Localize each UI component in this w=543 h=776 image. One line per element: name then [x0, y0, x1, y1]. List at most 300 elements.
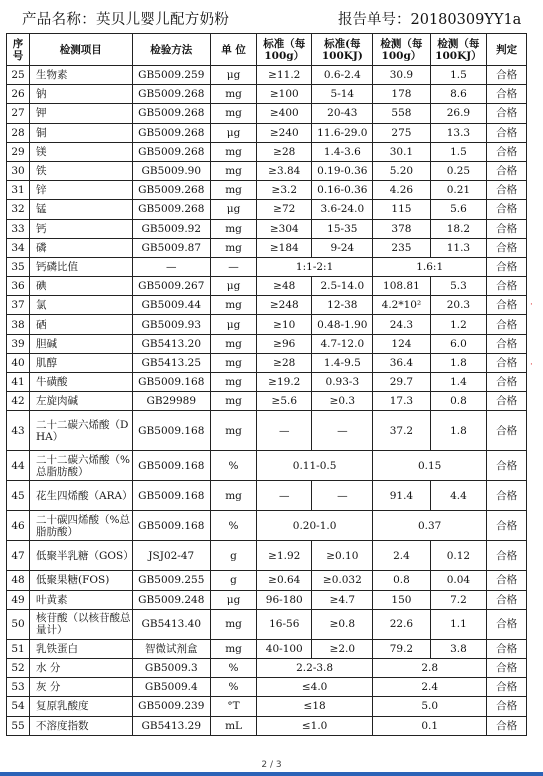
verdict: 合格 — [487, 716, 527, 735]
row-number: 42 — [7, 392, 30, 411]
table-row — [7, 200, 527, 219]
col-header-unit: 单 位 — [211, 34, 257, 66]
table-row — [7, 315, 527, 334]
unit: μg — [211, 590, 257, 609]
verdict: 合格 — [487, 296, 527, 315]
standard-per-100kj: ≥0.032 — [312, 571, 373, 590]
test-item: 硒 — [30, 315, 133, 334]
unit: μg — [211, 315, 257, 334]
test-value: 1.6:1 — [373, 257, 487, 276]
test-method: GB5009.259 — [132, 66, 210, 85]
table-row — [7, 238, 527, 257]
table-row — [7, 481, 527, 511]
standard-per-100kj: 12-38 — [312, 296, 373, 315]
test-per-100g: 79.2 — [373, 639, 431, 658]
test-item: 灰 分 — [30, 678, 133, 697]
standard-per-100kj: ≥2.0 — [312, 639, 373, 658]
standard-per-100g: ≥400 — [257, 104, 312, 123]
table-row — [7, 571, 527, 590]
test-item: 复原乳酸度 — [30, 697, 133, 716]
table-row — [7, 411, 527, 451]
test-per-100kj: 0.25 — [430, 161, 486, 180]
standard-per-100kj: 5-14 — [312, 85, 373, 104]
table-row — [7, 373, 527, 392]
table-row — [7, 353, 527, 372]
test-per-100g: 30.1 — [373, 142, 431, 161]
standard-per-100g: ≥96 — [257, 334, 312, 353]
col-header-std-100kj: 标准(每100KJ) — [312, 34, 373, 66]
test-method: JSJ02-47 — [132, 541, 210, 571]
standard-per-100g: ≥100 — [257, 85, 312, 104]
table-row — [7, 123, 527, 142]
row-number: 31 — [7, 181, 30, 200]
row-number: 37 — [7, 296, 30, 315]
test-item: 不溶度指数 — [30, 716, 133, 735]
table-row — [7, 219, 527, 238]
row-number: 49 — [7, 590, 30, 609]
test-value: 2.8 — [373, 658, 487, 677]
test-method: GB5413.20 — [132, 334, 210, 353]
test-per-100kj: 5.6 — [430, 200, 486, 219]
verdict: 合格 — [487, 104, 527, 123]
test-per-100kj: 26.9 — [430, 104, 486, 123]
table-row — [7, 85, 527, 104]
verdict: 合格 — [487, 257, 527, 276]
unit: % — [211, 678, 257, 697]
table-row — [7, 296, 527, 315]
unit: — — [211, 257, 257, 276]
test-method: GB5009.267 — [132, 277, 210, 296]
verdict: 合格 — [487, 590, 527, 609]
test-method: GB5009.93 — [132, 315, 210, 334]
test-item: 二十二碳六烯酸（DHA） — [30, 411, 133, 451]
row-number: 55 — [7, 716, 30, 735]
unit: μg — [211, 277, 257, 296]
row-number: 38 — [7, 315, 30, 334]
standard-value: 0.11-0.5 — [257, 451, 373, 481]
test-per-100kj: 20.3 — [430, 296, 486, 315]
col-header-verdict: 判定 — [487, 34, 527, 66]
standard-per-100kj: 1.4-9.5 — [312, 353, 373, 372]
test-item: 低聚果糖(FOS) — [30, 571, 133, 590]
verdict: 合格 — [487, 123, 527, 142]
table-row — [7, 541, 527, 571]
test-method: GB5009.168 — [132, 511, 210, 541]
test-method: GB5009.44 — [132, 296, 210, 315]
standard-per-100kj: 3.6-24.0 — [312, 200, 373, 219]
standard-per-100kj: ≥4.7 — [312, 590, 373, 609]
verdict: 合格 — [487, 609, 527, 639]
test-per-100g: 37.2 — [373, 411, 431, 451]
unit: mg — [211, 104, 257, 123]
standard-per-100g: 16-56 — [257, 609, 312, 639]
test-item: 镁 — [30, 142, 133, 161]
bottom-bar — [0, 772, 543, 776]
test-value: 5.0 — [373, 697, 487, 716]
standard-per-100kj: 1.4-3.6 — [312, 142, 373, 161]
row-number: 45 — [7, 481, 30, 511]
table-row — [7, 609, 527, 639]
test-per-100kj: 0.04 — [430, 571, 486, 590]
row-number: 29 — [7, 142, 30, 161]
verdict: 合格 — [487, 181, 527, 200]
standard-per-100g: ≥3.84 — [257, 161, 312, 180]
test-per-100g: 235 — [373, 238, 431, 257]
test-per-100g: 378 — [373, 219, 431, 238]
standard-per-100kj: 4.7-12.0 — [312, 334, 373, 353]
standard-per-100g: ≥304 — [257, 219, 312, 238]
test-per-100g: 4.2*10² — [373, 296, 431, 315]
verdict: 合格 — [487, 161, 527, 180]
unit: % — [211, 511, 257, 541]
stamp-mark: · — [530, 300, 533, 310]
unit: mg — [211, 411, 257, 451]
standard-per-100kj: — — [312, 481, 373, 511]
standard-value: ≤4.0 — [257, 678, 373, 697]
standard-per-100kj: ≥0.3 — [312, 392, 373, 411]
standard-per-100g: ≥28 — [257, 142, 312, 161]
test-per-100g: 108.81 — [373, 277, 431, 296]
verdict: 合格 — [487, 219, 527, 238]
standard-value: ≤1.0 — [257, 716, 373, 735]
unit: mg — [211, 334, 257, 353]
test-item: 钾 — [30, 104, 133, 123]
test-method: GB5413.40 — [132, 609, 210, 639]
test-per-100kj: 1.1 — [430, 609, 486, 639]
test-item: 碘 — [30, 277, 133, 296]
test-method: GB5009.268 — [132, 142, 210, 161]
col-header-test-100kj: 检测（每100KJ） — [430, 34, 486, 66]
unit: μg — [211, 66, 257, 85]
standard-per-100g: ≥72 — [257, 200, 312, 219]
test-results-table — [6, 33, 527, 736]
test-method: GB5009.90 — [132, 161, 210, 180]
verdict: 合格 — [487, 541, 527, 571]
verdict: 合格 — [487, 277, 527, 296]
test-per-100g: 22.6 — [373, 609, 431, 639]
col-header-seq: 序号 — [7, 34, 30, 66]
test-per-100g: 2.4 — [373, 541, 431, 571]
test-item: 花生四烯酸（ARA） — [30, 481, 133, 511]
unit: mg — [211, 85, 257, 104]
row-number: 46 — [7, 511, 30, 541]
standard-per-100kj: 0.16-0.36 — [312, 181, 373, 200]
row-number: 44 — [7, 451, 30, 481]
verdict: 合格 — [487, 678, 527, 697]
row-number: 53 — [7, 678, 30, 697]
table-row — [7, 697, 527, 716]
unit: mg — [211, 161, 257, 180]
table-row — [7, 277, 527, 296]
row-number: 47 — [7, 541, 30, 571]
col-header-item: 检测项目 — [30, 34, 133, 66]
test-per-100kj: 1.8 — [430, 353, 486, 372]
verdict: 合格 — [487, 373, 527, 392]
test-per-100g: 4.26 — [373, 181, 431, 200]
standard-per-100g: — — [257, 411, 312, 451]
unit: mg — [211, 481, 257, 511]
verdict: 合格 — [487, 238, 527, 257]
test-per-100g: 115 — [373, 200, 431, 219]
table-row — [7, 181, 527, 200]
test-method: GB5009.168 — [132, 373, 210, 392]
test-per-100kj: 6.0 — [430, 334, 486, 353]
standard-per-100kj: 0.6-2.4 — [312, 66, 373, 85]
table-row — [7, 590, 527, 609]
test-item: 锌 — [30, 181, 133, 200]
standard-per-100g: ≥1.92 — [257, 541, 312, 571]
standard-value: ≤18 — [257, 697, 373, 716]
test-per-100g: 150 — [373, 590, 431, 609]
test-per-100kj: 1.4 — [430, 373, 486, 392]
test-per-100kj: 0.8 — [430, 392, 486, 411]
unit: % — [211, 451, 257, 481]
test-method: GB5009.268 — [132, 104, 210, 123]
test-item: 生物素 — [30, 66, 133, 85]
unit: mg — [211, 142, 257, 161]
test-value: 2.4 — [373, 678, 487, 697]
test-method: GB29989 — [132, 392, 210, 411]
test-method: GB5413.25 — [132, 353, 210, 372]
table-row — [7, 161, 527, 180]
test-item: 铜 — [30, 123, 133, 142]
test-per-100g: 17.3 — [373, 392, 431, 411]
unit: mg — [211, 609, 257, 639]
standard-value: 1:1-2:1 — [257, 257, 373, 276]
table-row — [7, 104, 527, 123]
verdict: 合格 — [487, 200, 527, 219]
table-row — [7, 142, 527, 161]
test-per-100g: 30.9 — [373, 66, 431, 85]
test-per-100g: 36.4 — [373, 353, 431, 372]
verdict: 合格 — [487, 411, 527, 451]
test-per-100g: 0.8 — [373, 571, 431, 590]
verdict: 合格 — [487, 511, 527, 541]
test-method: GB5009.255 — [132, 571, 210, 590]
test-per-100g: 5.20 — [373, 161, 431, 180]
row-number: 27 — [7, 104, 30, 123]
test-per-100kj: 7.2 — [430, 590, 486, 609]
report-number: 报告单号：20180309YY1a — [338, 12, 522, 28]
unit: mg — [211, 219, 257, 238]
unit: mg — [211, 181, 257, 200]
unit: mg — [211, 238, 257, 257]
test-per-100kj: 0.12 — [430, 541, 486, 571]
test-value: 0.37 — [373, 511, 487, 541]
standard-per-100kj: 0.48-1.90 — [312, 315, 373, 334]
unit: g — [211, 571, 257, 590]
verdict: 合格 — [487, 639, 527, 658]
test-per-100kj: 1.8 — [430, 411, 486, 451]
unit: μg — [211, 123, 257, 142]
row-number: 52 — [7, 658, 30, 677]
row-number: 54 — [7, 697, 30, 716]
standard-per-100kj: ≥0.10 — [312, 541, 373, 571]
test-per-100kj: 1.5 — [430, 66, 486, 85]
product-name: 产品名称：英贝儿婴儿配方奶粉 — [22, 12, 230, 28]
test-per-100g: 275 — [373, 123, 431, 142]
col-header-method: 检验方法 — [132, 34, 210, 66]
verdict: 合格 — [487, 315, 527, 334]
test-item: 锰 — [30, 200, 133, 219]
test-method: — — [132, 257, 210, 276]
test-item: 核苷酸（以核苷酸总量计） — [30, 609, 133, 639]
standard-per-100g: ≥19.2 — [257, 373, 312, 392]
verdict: 合格 — [487, 353, 527, 372]
test-item: 水 分 — [30, 658, 133, 677]
test-item: 二十碳四烯酸（%总脂肪酸） — [30, 511, 133, 541]
test-item: 左旋肉碱 — [30, 392, 133, 411]
verdict: 合格 — [487, 334, 527, 353]
test-item: 钙磷比值 — [30, 257, 133, 276]
table-row — [7, 334, 527, 353]
standard-per-100kj: 11.6-29.0 — [312, 123, 373, 142]
standard-per-100g: 96-180 — [257, 590, 312, 609]
standard-per-100kj: 0.93-3 — [312, 373, 373, 392]
test-method: GB5009.268 — [132, 200, 210, 219]
table-row — [7, 639, 527, 658]
unit: mg — [211, 353, 257, 372]
row-number: 30 — [7, 161, 30, 180]
test-per-100g: 29.7 — [373, 373, 431, 392]
standard-per-100g: ≥248 — [257, 296, 312, 315]
standard-per-100g: 40-100 — [257, 639, 312, 658]
test-method: GB5009.239 — [132, 697, 210, 716]
standard-per-100g: ≥240 — [257, 123, 312, 142]
row-number: 35 — [7, 257, 30, 276]
test-method: 智微试剂盒 — [132, 639, 210, 658]
row-number: 51 — [7, 639, 30, 658]
unit: mg — [211, 296, 257, 315]
test-item: 牛磺酸 — [30, 373, 133, 392]
test-item: 钙 — [30, 219, 133, 238]
verdict: 合格 — [487, 451, 527, 481]
verdict: 合格 — [487, 66, 527, 85]
standard-value: 0.20-1.0 — [257, 511, 373, 541]
test-item: 肌醇 — [30, 353, 133, 372]
test-method: GB5009.4 — [132, 678, 210, 697]
standard-per-100g: ≥11.2 — [257, 66, 312, 85]
standard-per-100kj: 9-24 — [312, 238, 373, 257]
row-number: 26 — [7, 85, 30, 104]
standard-per-100g: — — [257, 481, 312, 511]
test-item: 二十二碳六烯酸（%总脂肪酸） — [30, 451, 133, 481]
table-row — [7, 658, 527, 677]
test-method: GB5009.87 — [132, 238, 210, 257]
test-item: 胆碱 — [30, 334, 133, 353]
table-row — [7, 511, 527, 541]
test-method: GB5009.268 — [132, 181, 210, 200]
test-item: 氯 — [30, 296, 133, 315]
verdict: 合格 — [487, 142, 527, 161]
test-item: 钠 — [30, 85, 133, 104]
test-item: 乳铁蛋白 — [30, 639, 133, 658]
standard-per-100kj: 2.5-14.0 — [312, 277, 373, 296]
verdict: 合格 — [487, 571, 527, 590]
table-row — [7, 678, 527, 697]
test-item: 低聚半乳糖（GOS） — [30, 541, 133, 571]
test-item: 叶黄素 — [30, 590, 133, 609]
verdict: 合格 — [487, 85, 527, 104]
test-method: GB5009.168 — [132, 481, 210, 511]
verdict: 合格 — [487, 481, 527, 511]
test-per-100kj: 3.8 — [430, 639, 486, 658]
standard-per-100g: ≥48 — [257, 277, 312, 296]
unit: mg — [211, 639, 257, 658]
standard-per-100g: ≥3.2 — [257, 181, 312, 200]
unit: % — [211, 658, 257, 677]
test-per-100kj: 11.3 — [430, 238, 486, 257]
standard-per-100kj: 0.19-0.36 — [312, 161, 373, 180]
standard-per-100g: ≥0.64 — [257, 571, 312, 590]
test-per-100g: 91.4 — [373, 481, 431, 511]
row-number: 40 — [7, 353, 30, 372]
test-per-100g: 558 — [373, 104, 431, 123]
test-per-100kj: 4.4 — [430, 481, 486, 511]
test-per-100kj: 8.6 — [430, 85, 486, 104]
unit: mg — [211, 373, 257, 392]
standard-per-100kj: ≥0.8 — [312, 609, 373, 639]
test-per-100kj: 1.5 — [430, 142, 486, 161]
test-per-100kj: 13.3 — [430, 123, 486, 142]
unit: μg — [211, 200, 257, 219]
row-number: 39 — [7, 334, 30, 353]
row-number: 25 — [7, 66, 30, 85]
test-per-100g: 24.3 — [373, 315, 431, 334]
test-per-100kj: 1.2 — [430, 315, 486, 334]
row-number: 48 — [7, 571, 30, 590]
unit: °T — [211, 697, 257, 716]
row-number: 41 — [7, 373, 30, 392]
verdict: 合格 — [487, 392, 527, 411]
test-method: GB5009.92 — [132, 219, 210, 238]
col-header-std-100g: 标准（每100g） — [257, 34, 312, 66]
row-number: 32 — [7, 200, 30, 219]
table-row — [7, 257, 527, 276]
row-number: 34 — [7, 238, 30, 257]
standard-per-100kj: 15-35 — [312, 219, 373, 238]
test-item: 磷 — [30, 238, 133, 257]
test-per-100kj: 5.3 — [430, 277, 486, 296]
report-header — [0, 0, 543, 30]
test-method: GB5413.29 — [132, 716, 210, 735]
col-header-test-100g: 检测（每100g） — [373, 34, 431, 66]
test-method: GB5009.248 — [132, 590, 210, 609]
row-number: 43 — [7, 411, 30, 451]
test-per-100kj: 18.2 — [430, 219, 486, 238]
verdict: 合格 — [487, 658, 527, 677]
test-method: GB5009.168 — [132, 451, 210, 481]
test-method: GB5009.3 — [132, 658, 210, 677]
standard-per-100g: ≥28 — [257, 353, 312, 372]
table-header-row — [7, 34, 527, 66]
test-item: 铁 — [30, 161, 133, 180]
row-number: 33 — [7, 219, 30, 238]
test-method: GB5009.268 — [132, 85, 210, 104]
unit: mg — [211, 392, 257, 411]
test-value: 0.15 — [373, 451, 487, 481]
verdict: 合格 — [487, 697, 527, 716]
test-per-100kj: 0.21 — [430, 181, 486, 200]
stamp-mark: · — [530, 360, 533, 370]
table-row — [7, 451, 527, 481]
test-per-100g: 124 — [373, 334, 431, 353]
test-method: GB5009.268 — [132, 123, 210, 142]
standard-per-100g: ≥184 — [257, 238, 312, 257]
unit: mL — [211, 716, 257, 735]
row-number: 28 — [7, 123, 30, 142]
standard-value: 2.2-3.8 — [257, 658, 373, 677]
